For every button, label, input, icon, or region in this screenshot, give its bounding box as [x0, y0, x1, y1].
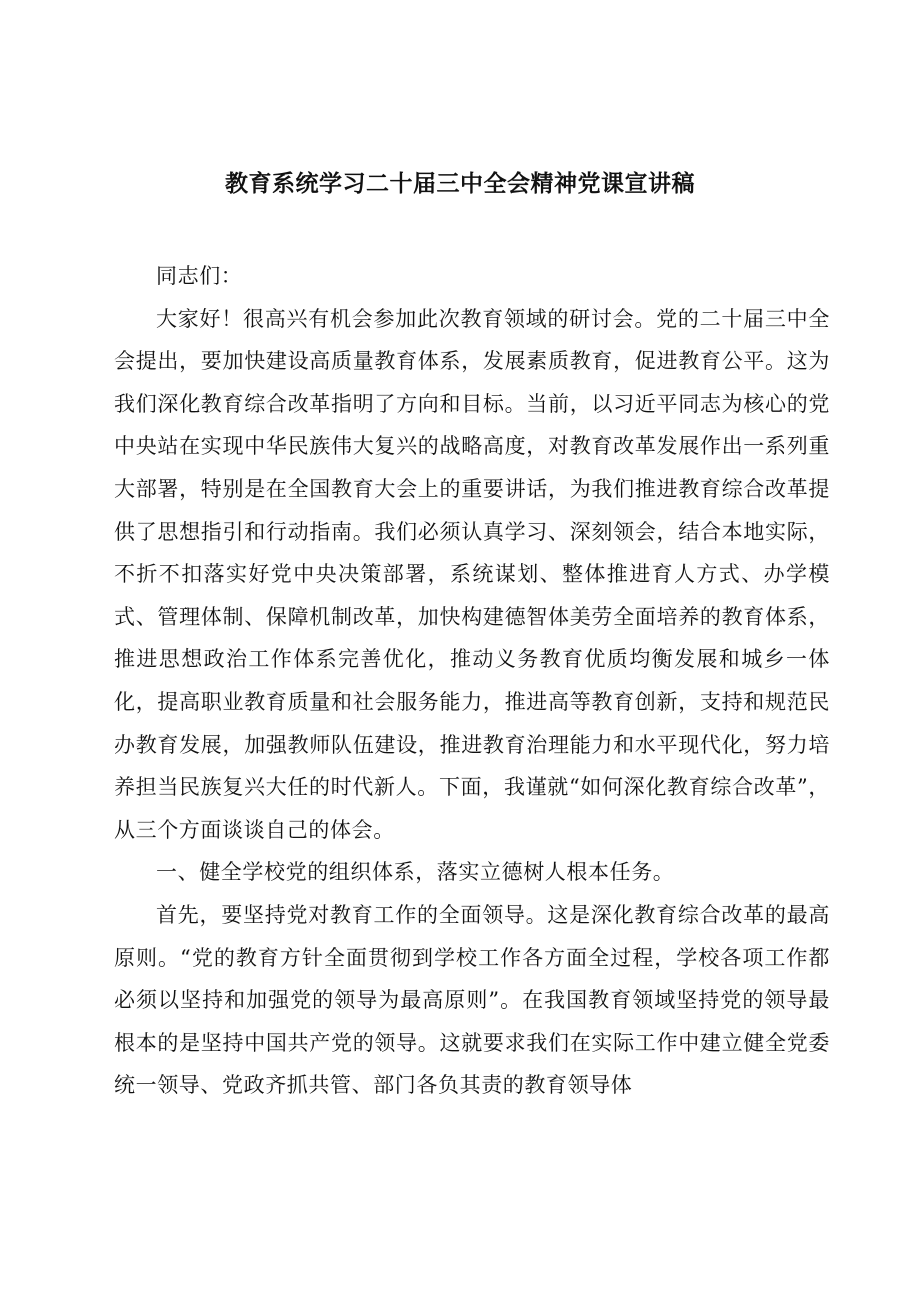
document-body	[114, 255, 830, 1107]
salutation: 同志们：	[156, 264, 243, 288]
document-title: 教育系统学习二十届三中全会精神党课宣讲稿	[225, 171, 695, 197]
section-heading-1: 一、健全学校党的组织体系，落实立德树人根本任务。	[156, 860, 675, 885]
paragraph-first-point: 首先，要坚持党对教育工作的全面领导。这是深化教育综合改革的最高原则。“党的教育方针全面贯彻到学校工作各方面全过程，学校各项工作都必须以坚持和加强党的领导为最高原则”。在我国教育领域坚持党的领导最根本的是坚持中国共产党的领导。这就要求我们在实际工作中建立健全党委统一领导、党政齐抓共管、部门各负其责的教育领导体	[114, 902, 830, 1098]
paragraph-intro: 大家好！很高兴有机会参加此次教育领域的研讨会。党的二十届三中全会提出，要加快建设高质量教育体系，发展素质教育，促进教育公平。这为我们深化教育综合改革指明了方向和目标。当前，以习近平同志为核心的党中央站在实现中华民族伟大复兴的战略高度，对教育改革发展作出一系列重大部署，特别是在全国教育大会上的重要讲话，为我们推进教育综合改革提供了思想指引和行动指南。我们必须认真学习、深刻领会，结合本地实际，不折不扣落实好党中央决策部署，系统谋划、整体推进育人方式、办学模式、管理体制、保障机制改革，加快构建德智体美劳全面培养的教育体系，推进思想政治工作体系完善优化，推动义务教育优质均衡发展和城乡一体化，提高职业教育质量和社会服务能力，推进高等教育创新，支持和规范民办教育发展，加强教师队伍建设，推进教育治理能力和水平现代化，努力培养担当民族复兴大任的时代新人。下面，我谨就“如何深化教育综合改革”，从三个方面谈谈自己的体会。	[114, 306, 830, 842]
